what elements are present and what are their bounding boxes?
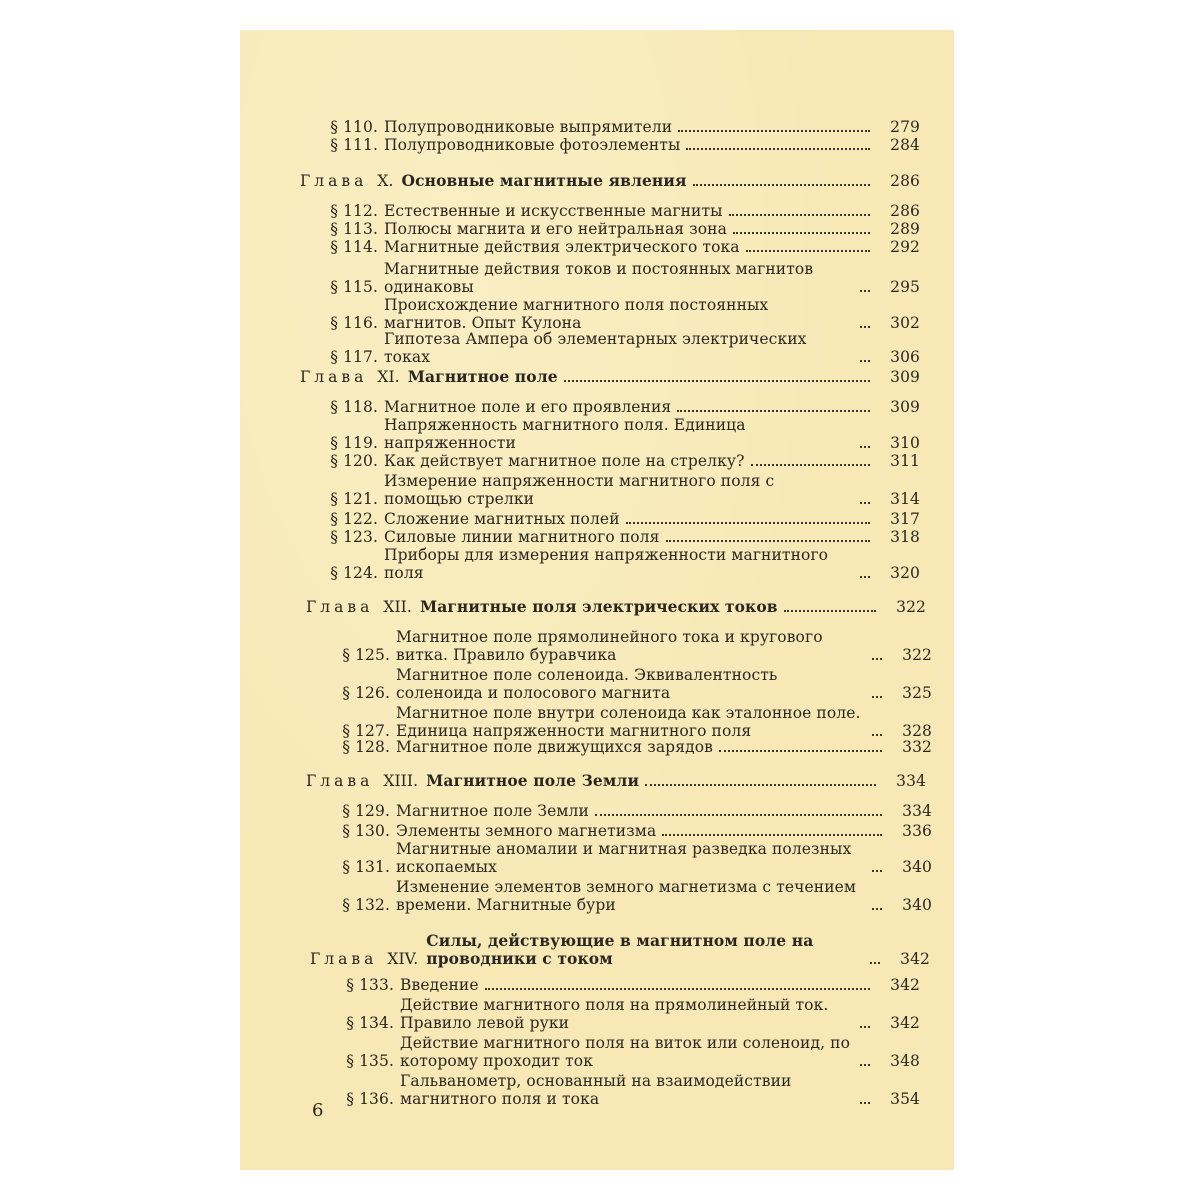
chapter-title: Магнитные поля электрических токов [419, 597, 778, 616]
chapter-title: Магнитное поле Земли [426, 771, 640, 790]
toc-entry [300, 296, 920, 332]
section-title: Магнитное поле прямолинейного тока и кругового витка. Правило буравчика [396, 628, 823, 664]
section-number: § 118. [330, 398, 378, 416]
toc-page-number: 342 [900, 950, 930, 968]
toc-page-number: 314 [890, 490, 920, 508]
toc-page-number: 292 [890, 238, 920, 256]
toc-entry [300, 202, 920, 220]
section-title: Приборы для измерения напряженности магнитного поля [384, 546, 829, 582]
toc-page-number: 322 [896, 598, 926, 616]
toc-page-number: 295 [890, 278, 920, 296]
section-title: Полюсы магнита и его нейтральная зона [384, 220, 727, 238]
toc-page-number: 309 [890, 368, 920, 386]
toc-entry [300, 238, 920, 256]
section-number: § 117. [330, 348, 378, 366]
toc-entry [300, 118, 920, 136]
section-title: Сложение магнитных полей [384, 510, 620, 528]
dot-leader [746, 250, 870, 252]
toc-page-number: 325 [902, 684, 932, 702]
toc-entry [300, 330, 920, 366]
toc-page-number: 354 [890, 1090, 920, 1108]
section-number: § 120. [330, 452, 378, 470]
chapter-label: Глава [300, 368, 368, 386]
section-title: Действие магнитного поля на прямолинейный ток. Правило левой руки [400, 996, 829, 1032]
dot-leader [626, 522, 870, 524]
dot-leader [860, 1102, 870, 1104]
dot-leader [693, 184, 870, 186]
section-number: § 127. [342, 722, 390, 740]
toc-page-number: 340 [902, 896, 932, 914]
section-title: Магнитное поле Земли [396, 802, 589, 820]
dot-leader [860, 290, 870, 292]
section-title: Естественные и искусственные магниты [384, 202, 723, 220]
section-title: Действие магнитного поля на виток или соленоид, по которому проходит ток [400, 1034, 851, 1070]
dot-leader [860, 576, 870, 578]
section-title: Происхождение магнитного поля постоянных магнитов. Опыт Кулона [384, 296, 769, 332]
toc-page-number: 334 [902, 802, 932, 820]
toc-entry [300, 260, 920, 296]
toc-page-number: 332 [902, 738, 932, 756]
section-number: § 116. [330, 314, 378, 332]
table-of-contents [240, 30, 954, 1170]
section-title: Силовые линии магнитного поля [384, 528, 660, 546]
toc-page-number: 286 [890, 172, 920, 190]
toc-page-number: 310 [890, 434, 920, 452]
section-title: Магнитное поле и его проявления [384, 398, 672, 416]
dot-leader [870, 962, 880, 964]
section-number: § 132. [342, 896, 390, 914]
dot-leader [564, 380, 870, 382]
dot-leader [784, 610, 876, 612]
dot-leader [485, 988, 870, 990]
toc-chapter [300, 368, 920, 386]
section-number: § 114. [330, 238, 378, 256]
toc-page-number: 286 [890, 202, 920, 220]
section-title: Полупроводниковые фотоэлементы [384, 136, 681, 154]
toc-page-number: 342 [890, 976, 920, 994]
dot-leader [645, 784, 876, 786]
toc-entry [316, 1034, 920, 1070]
chapter-number: XIII. [383, 772, 419, 790]
section-number: § 119. [330, 434, 378, 452]
section-title: Полупроводниковые выпрямители [384, 118, 673, 136]
toc-page-number: 348 [890, 1052, 920, 1070]
section-number: § 110. [330, 118, 378, 136]
toc-page-number: 336 [902, 822, 932, 840]
dot-leader [666, 540, 870, 542]
toc-page-number: 279 [890, 118, 920, 136]
section-title: Магнитное поле внутри соленоида как эталонное поле. Единица напряженности магнитного поля [396, 704, 861, 740]
toc-entry [300, 398, 920, 416]
toc-page-number: 311 [890, 452, 920, 470]
section-number: § 133. [346, 976, 394, 994]
toc-entry [316, 1072, 920, 1108]
chapter-label: Глава [306, 598, 374, 616]
chapter-title: Основные магнитные явления [401, 171, 687, 190]
section-title: Как действует магнитное поле на стрелку? [384, 452, 745, 470]
section-number: § 129. [342, 802, 390, 820]
toc-page-number: 284 [890, 136, 920, 154]
toc-entry [300, 472, 920, 508]
section-title: Магнитные действия электрического тока [384, 238, 740, 256]
dot-leader [678, 130, 870, 132]
dot-leader [860, 360, 870, 362]
toc-entry [300, 452, 920, 470]
toc-entry [300, 546, 920, 582]
dot-leader [872, 696, 882, 698]
dot-leader [719, 750, 882, 752]
toc-entry [312, 704, 932, 740]
section-title: Напряженность магнитного поля. Единица напряженности [384, 416, 746, 452]
toc-entry [312, 822, 932, 840]
section-number: § 130. [342, 822, 390, 840]
section-number: § 134. [346, 1014, 394, 1032]
dot-leader [677, 410, 870, 412]
toc-chapter [306, 598, 926, 616]
section-number: § 111. [330, 136, 378, 154]
section-title: Изменение элементов земного магнетизма с течением времени. Магнитные бури [396, 878, 857, 914]
toc-page-number: 340 [902, 858, 932, 876]
section-title: Элементы земного магнетизма [396, 822, 657, 840]
section-title: Магнитное поле соленоида. Эквивалентность соленоида и полосового магнита [396, 666, 778, 702]
chapter-label: Глава [306, 772, 374, 790]
toc-entry [316, 976, 920, 994]
dot-leader [751, 464, 870, 466]
dot-leader [872, 734, 882, 736]
toc-entry [300, 510, 920, 528]
chapter-number: X. [377, 172, 394, 190]
toc-entry [312, 666, 932, 702]
dot-leader [729, 214, 870, 216]
dot-leader [860, 502, 870, 504]
chapter-number: XI. [377, 368, 400, 386]
toc-page-number: 302 [890, 314, 920, 332]
section-title: Введение [400, 976, 479, 994]
toc-page-number: 342 [890, 1014, 920, 1032]
section-number: § 126. [342, 684, 390, 702]
toc-page-number: 309 [890, 398, 920, 416]
section-number: § 121. [330, 490, 378, 508]
section-title: Магнитные действия токов и постоянных магнитов одинаковы [384, 260, 814, 296]
dot-leader [872, 870, 882, 872]
section-number: § 136. [346, 1090, 394, 1108]
page-number: 6 [312, 1100, 324, 1121]
dot-leader [733, 232, 870, 234]
section-number: § 125. [342, 646, 390, 664]
toc-entry [312, 628, 932, 664]
chapter-number: XII. [383, 598, 412, 616]
toc-chapter [310, 932, 930, 968]
toc-entry [300, 220, 920, 238]
section-number: § 122. [330, 510, 378, 528]
dot-leader [662, 834, 882, 836]
toc-entry [300, 136, 920, 154]
book-page [240, 30, 954, 1170]
toc-entry [312, 878, 932, 914]
chapter-title: Силы, действующие в магнитном поле на проводники с током [426, 931, 814, 968]
section-title: Гальванометр, основанный на взаимодействии магнитного поля и тока [400, 1072, 792, 1108]
section-title: Измерение напряженности магнитного поля с помощью стрелки [384, 472, 775, 508]
toc-chapter [300, 172, 920, 190]
toc-entry [316, 996, 920, 1032]
toc-entry [300, 416, 920, 452]
chapter-label: Глава [310, 950, 378, 968]
section-title: Магнитное поле движущихся зарядов [396, 738, 713, 756]
dot-leader [686, 148, 870, 150]
toc-page-number: 289 [890, 220, 920, 238]
chapter-title: Магнитное поле [407, 367, 558, 386]
chapter-label: Глава [300, 172, 368, 190]
dot-leader [860, 326, 870, 328]
toc-page-number: 322 [902, 646, 932, 664]
toc-page-number: 318 [890, 528, 920, 546]
toc-page-number: 334 [896, 772, 926, 790]
section-number: § 124. [330, 564, 378, 582]
toc-entry [312, 802, 932, 820]
dot-leader [595, 814, 882, 816]
section-title: Магнитные аномалии и магнитная разведка полезных ископаемых [396, 840, 852, 876]
toc-entry [312, 840, 932, 876]
dot-leader [872, 658, 882, 660]
section-number: § 112. [330, 202, 378, 220]
section-number: § 123. [330, 528, 378, 546]
dot-leader [860, 1064, 870, 1066]
section-title: Гипотеза Ампера об элементарных электрических токах [384, 330, 807, 366]
toc-chapter [306, 772, 926, 790]
dot-leader [872, 908, 882, 910]
toc-page-number: 328 [902, 722, 932, 740]
dot-leader [860, 1026, 870, 1028]
section-number: § 115. [330, 278, 378, 296]
toc-page-number: 317 [890, 510, 920, 528]
chapter-number: XIV. [387, 950, 419, 968]
section-number: § 113. [330, 220, 378, 238]
section-number: § 135. [346, 1052, 394, 1070]
toc-page-number: 306 [890, 348, 920, 366]
toc-entry [312, 738, 932, 756]
section-number: § 131. [342, 858, 390, 876]
toc-page-number: 320 [890, 564, 920, 582]
toc-entry [300, 528, 920, 546]
dot-leader [860, 446, 870, 448]
section-number: § 128. [342, 738, 390, 756]
